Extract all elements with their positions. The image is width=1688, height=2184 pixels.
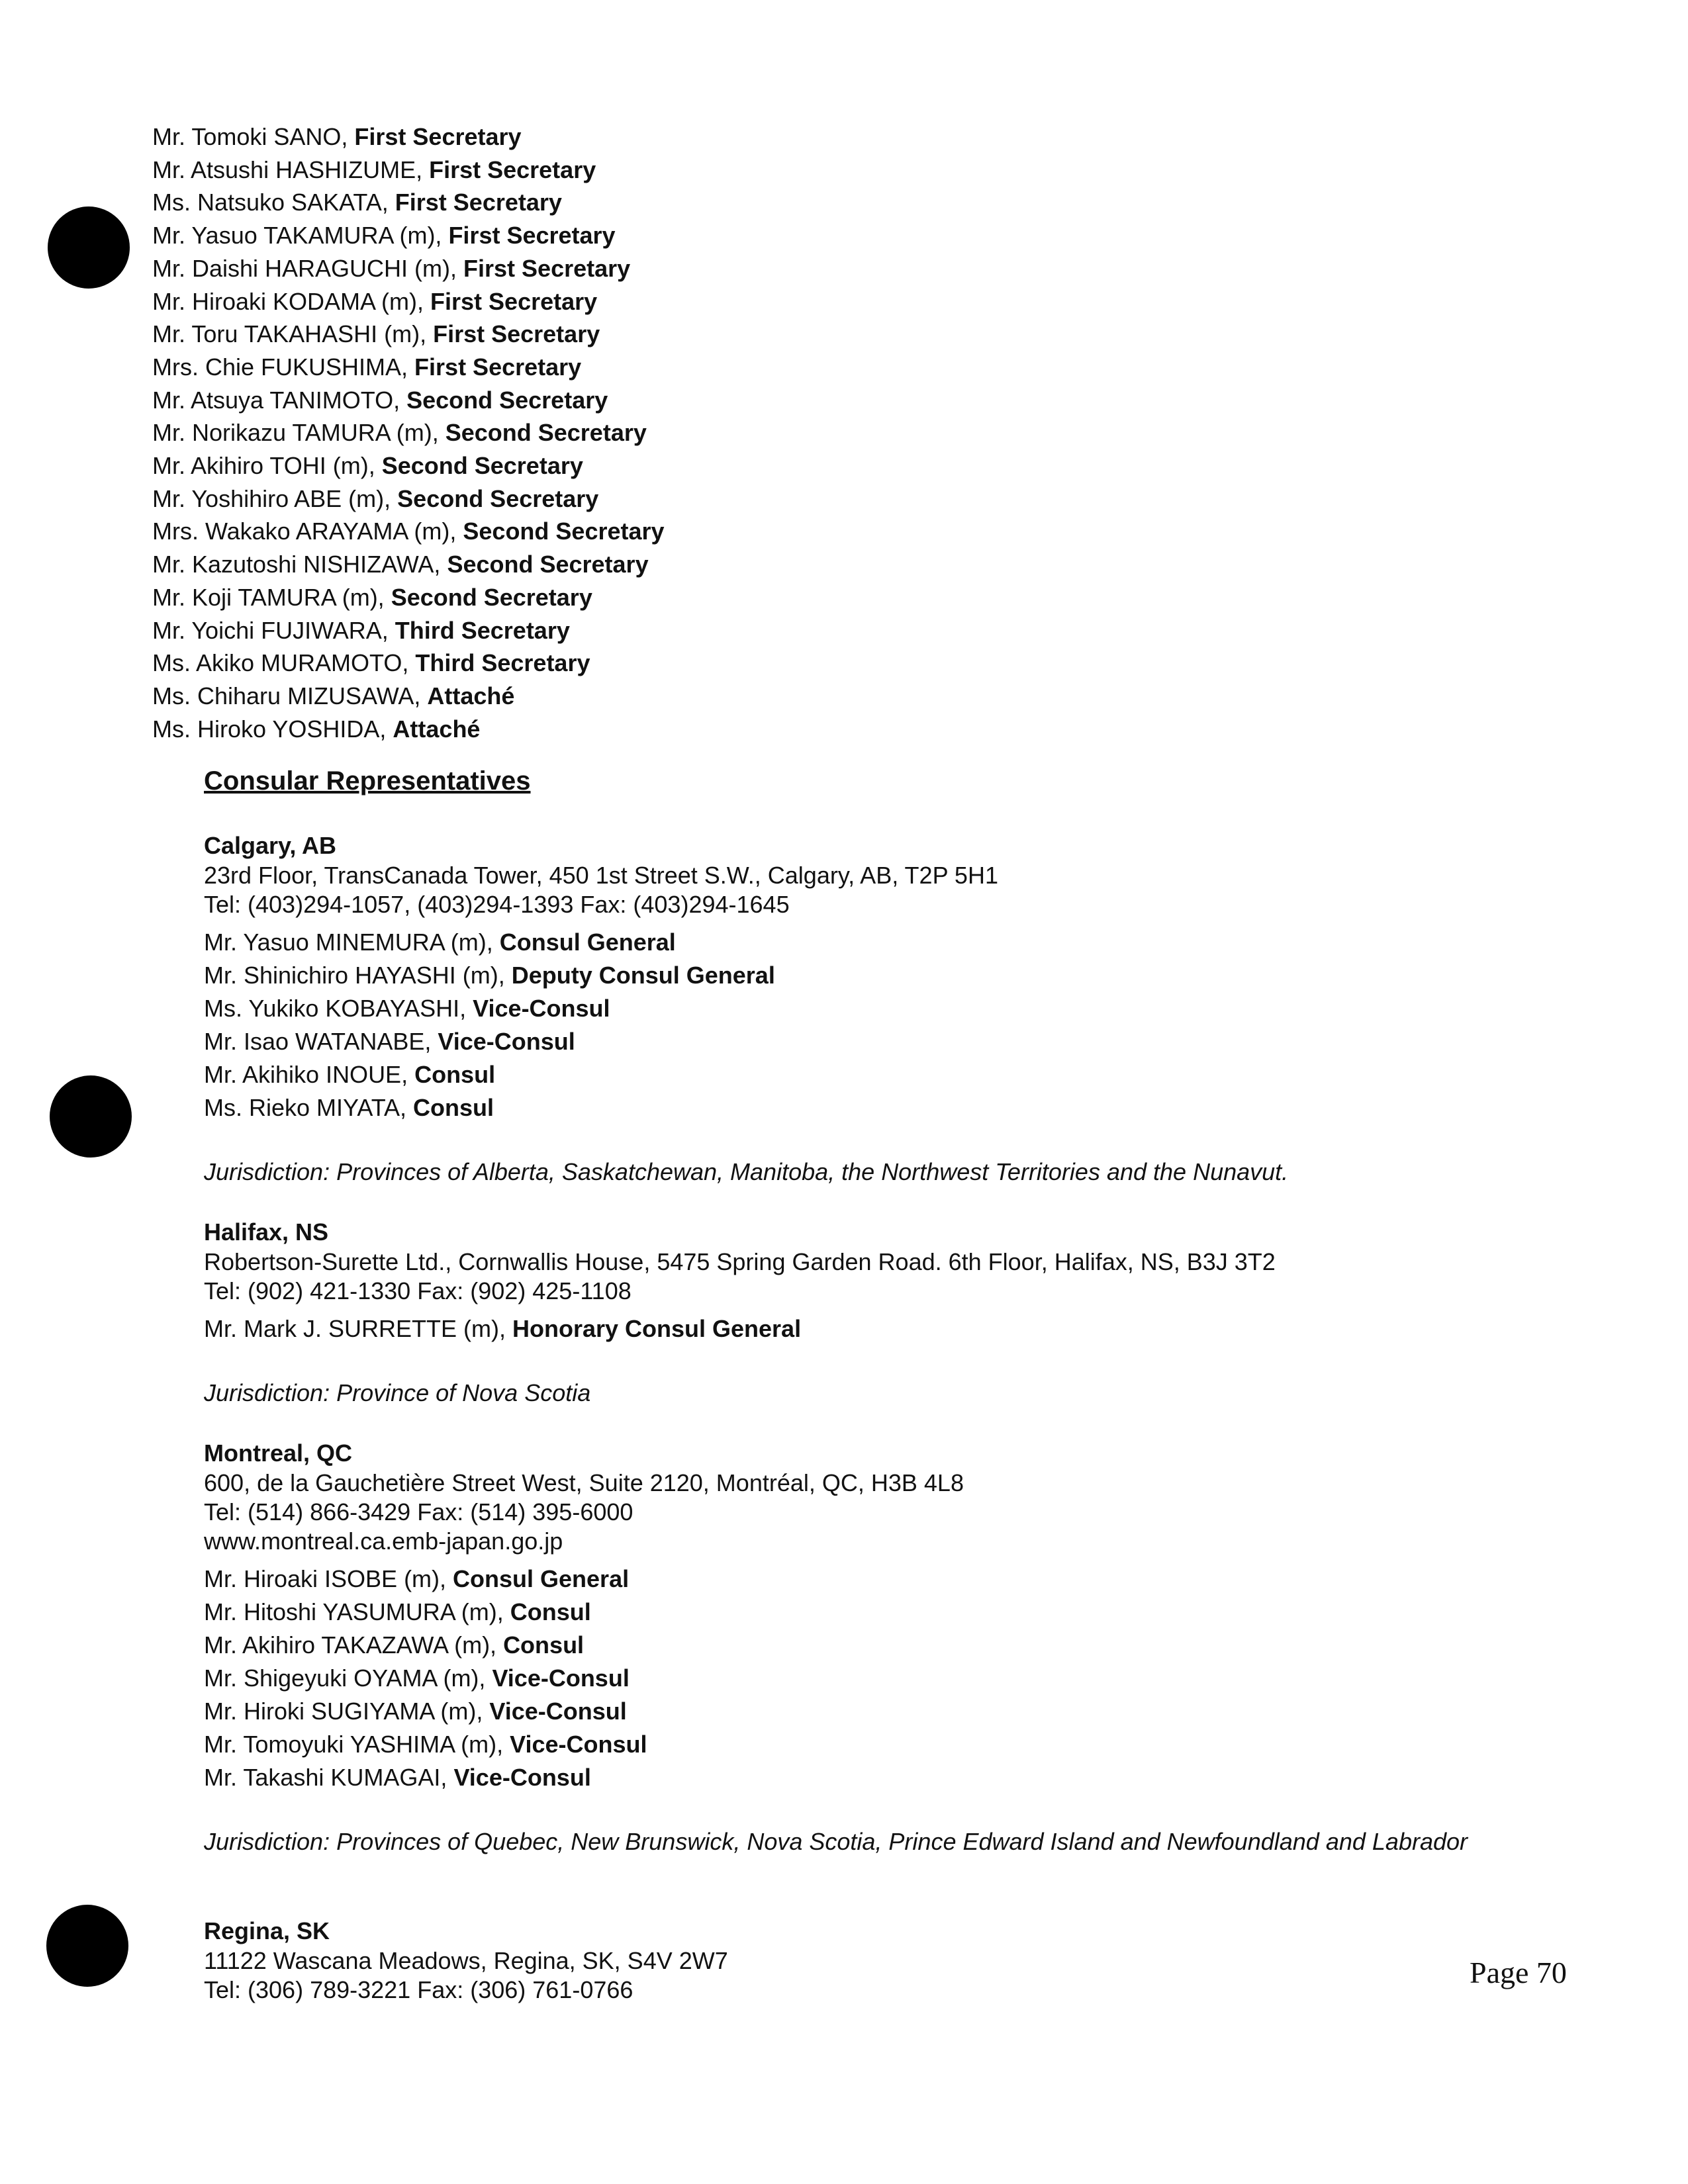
officer-line: Mr. Mark J. SURRETTE (m), Honorary Consul General [204,1315,802,1342]
address: 23rd Floor, TransCanada Tower, 450 1st Street S.W., Calgary, AB, T2P 5H1 [204,862,998,889]
consulate-halifax [204,1217,1594,1408]
officer-line: Mr. Hitoshi YASUMURA (m), Consul [204,1598,591,1625]
officer-list [204,1563,1594,1794]
embassy-staff-list [152,120,1079,745]
phone-fax: Tel: (306) 789-3221 Fax: (306) 761-0766 [204,1976,633,2003]
section-heading: Consular Representatives [204,766,531,796]
staff-line: Ms. Hiroko YOSHIDA, Attaché [152,715,481,743]
phone-fax: Tel: (403)294-1057, (403)294-1393 Fax: (403)294-1645 [204,891,790,918]
staff-line: Ms. Akiko MURAMOTO, Third Secretary [152,649,590,677]
phone-fax: Tel: (902) 421-1330 Fax: (902) 425-1108 [204,1277,632,1304]
staff-line: Mr. Yasuo TAKAMURA (m), First Secretary [152,222,616,250]
city-heading: Calgary, AB [204,832,337,859]
officer-line: Mr. Hiroaki ISOBE (m), Consul General [204,1565,630,1592]
jurisdiction: Jurisdiction: Provinces of Quebec, New Brunswick, Nova Scotia, Prince Edward Island and Newfoundland and Labrador [204,1828,1468,1855]
officer-line: Mr. Takashi KUMAGAI, Vice-Consul [204,1764,591,1791]
staff-line: Mr. Tomoki SANO, First Secretary [152,123,522,150]
staff-line: Mrs. Chie FUKUSHIMA, First Secretary [152,353,582,381]
consular-section [204,764,1594,2005]
officer-line: Mr. Yasuo MINEMURA (m), Consul General [204,929,676,956]
staff-line: Mr. Koji TAMURA (m), Second Secretary [152,583,592,611]
staff-line: Mr. Daishi HARAGUCHI (m), First Secretary [152,254,631,282]
staff-line: Mrs. Wakako ARAYAMA (m), Second Secretary [152,518,665,545]
city-heading: Regina, SK [204,1917,330,1944]
consulate-calgary [204,831,1594,1187]
officer-line: Mr. Shigeyuki OYAMA (m), Vice-Consul [204,1664,630,1692]
officer-line: Mr. Akihiro TAKAZAWA (m), Consul [204,1631,585,1659]
officer-line: Mr. Hiroki SUGIYAMA (m), Vice-Consul [204,1698,627,1725]
staff-line: Mr. Akihiro TOHI (m), Second Secretary [152,452,583,480]
staff-line: Mr. Norikazu TAMURA (m), Second Secretary [152,419,647,447]
website: www.montreal.ca.emb-japan.go.jp [204,1527,563,1555]
officer-line: Mr. Isao WATANABE, Vice-Consul [204,1028,575,1055]
staff-line: Mr. Yoshihiro ABE (m), Second Secretary [152,484,599,512]
officer-line: Ms. Yukiko KOBAYASHI, Vice-Consul [204,995,610,1022]
jurisdiction: Jurisdiction: Province of Nova Scotia [204,1379,591,1406]
punch-hole-middle [50,1075,132,1158]
staff-line: Mr. Toru TAKAHASHI (m), First Secretary [152,320,600,348]
staff-line: Mr. Kazutoshi NISHIZAWA, Second Secretary [152,551,649,578]
staff-line: Mr. Hiroaki KODAMA (m), First Secretary [152,287,598,315]
jurisdiction: Jurisdiction: Provinces of Alberta, Saskatchewan, Manitoba, the Northwest Territories and the Nunavut. [204,1158,1289,1185]
consulate-regina [204,1916,1594,2005]
punch-hole-top [48,206,130,289]
phone-fax: Tel: (514) 866-3429 Fax: (514) 395-6000 [204,1498,633,1525]
punch-hole-bottom [46,1905,128,1987]
address: 11122 Wascana Meadows, Regina, SK, S4V 2W7 [204,1947,728,1974]
officer-list [204,926,1594,1124]
officer-line: Mr. Akihiko INOUE, Consul [204,1061,496,1088]
officer-line: Mr. Shinichiro HAYASHI (m), Deputy Consul General [204,962,775,989]
city-heading: Montreal, QC [204,1439,353,1467]
staff-line: Ms. Chiharu MIZUSAWA, Attaché [152,682,515,709]
staff-line: Mr. Atsushi HASHIZUME, First Secretary [152,156,596,183]
page-number: Page 70 [1470,1956,1567,1989]
staff-line: Mr. Yoichi FUJIWARA, Third Secretary [152,616,570,644]
consulate-montreal [204,1438,1594,1856]
address: Robertson-Surette Ltd., Cornwallis House, 5475 Spring Garden Road. 6th Floor, Halifax, NS, B3J 3T2 [204,1248,1276,1275]
officer-line: Ms. Rieko MIYATA, Consul [204,1094,494,1121]
city-heading: Halifax, NS [204,1218,329,1246]
staff-line: Ms. Natsuko SAKATA, First Secretary [152,189,562,216]
officer-list [204,1312,1594,1345]
officer-line: Mr. Tomoyuki YASHIMA (m), Vice-Consul [204,1731,647,1758]
address: 600, de la Gauchetière Street West, Suite 2120, Montréal, QC, H3B 4L8 [204,1469,964,1496]
staff-line: Mr. Atsuya TANIMOTO, Second Secretary [152,386,608,414]
